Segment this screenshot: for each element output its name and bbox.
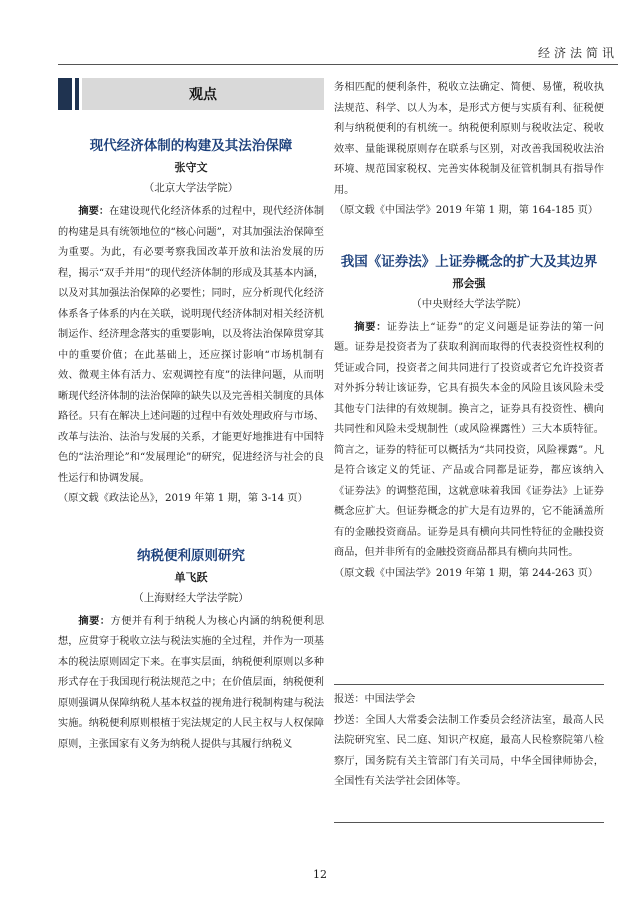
left-column: [58, 78, 324, 755]
abstract-label: 摘要：: [78, 205, 110, 217]
distribution-bottom-rule: [334, 822, 604, 823]
article-2-institution: （上海财经大学法学院）: [133, 591, 249, 604]
article-1-source: （原文载《政法论丛》，2019 年第 1 期，第 3-14 页）: [58, 493, 308, 504]
article-3-abstract: [334, 317, 604, 564]
distribution-block: [334, 690, 604, 793]
article-1-abstract-text: 在建设现代化经济体系的过程中，现代经济体制的构建是具有统领地位的“核心问题”，对其加强法治保障至为重要。为此，有必要考察我国改革开放和法治发展的历程，揭示“双手并用”的现代经济体制的形成及其基本内涵，以及对其加强法治保障的必要性；同时，应分析现代化经济体系各子体系的内在关联，说明现代经济体制对相关经济机制运作、经济理念落实的重要影响，以及将法治保障贯穿其中的重要价值；在此基础上，还应探讨影响“市场机制有效、微观主体有活力、宏观调控有度”的法律问题，从而明晰现代经济体制的法治保障的缺失以及完善相关制度的具体路径。只有在解决上述问题的过程中有效处理政府与市场、改革与法治、法治与发展的关系，才能更好地推进有中国特色的“法治理论”和“发展理论”的研究，促进经济与社会的良性运行和协调发展。: [58, 206, 325, 484]
distribution-top-rule: [334, 684, 604, 685]
article-2: [58, 544, 324, 756]
article-2-continued: [334, 78, 604, 222]
distribution-recipients: 抄送：全国人大常委会法制工作委员会经济法室，最高人民法院研究室、民二庭、知识产权庭，最高人民检察院第八检察厅，国务院有关主管部门有关司局，中华全国律师协会，全国性有关法学社会团体等。: [334, 714, 604, 787]
article-1-title: 现代经济体制的构建及其法治保障: [89, 138, 293, 154]
article-2-abstract-part2: 务相匹配的便利条件，税收立法确定、简便、易懂，税收执法规范、科学、以人为本，是形式方便与实质有利、征税便利与纳税便利的有机统一。纳税便利原则与税收法定、税收效率、量能课税原则存在联系与区别，对改善我国税收法治环境、规范国家税权、完善实体税制及征管机制具有指导作用。: [334, 82, 604, 196]
abstract-label: 摘要：: [78, 614, 111, 627]
section-banner: [58, 78, 324, 110]
article-3-institution: （中央财经大学法学院）: [411, 297, 527, 310]
article-3: [334, 250, 604, 585]
right-column: [334, 78, 604, 584]
distribution-sender: 报送：中国法学会: [334, 694, 416, 705]
header-divider: [58, 64, 618, 65]
article-3-source: （原文载《中国法学》2019 年第 1 期，第 244-263 页）: [334, 567, 599, 579]
article-2-author: 单飞跃: [174, 570, 208, 584]
page-number: 12: [313, 868, 327, 881]
article-2-source: （原文载《中国法学》2019 年第 1 期，第 164-185 页）: [334, 205, 599, 216]
article-2-abstract-text-part1: 方便并有利于纳税人为核心内涵的纳税便利思想，应贯穿于税收立法与税法实施的全过程，并作为一项基本的税法原则固定下来。在事实层面，纳税便利原则以多种形式存在于我国现行税法规范之中；在价值层面，纳税便利原则强调从保障纳税人基本权益的视角进行税制构建与税法实施。纳税便利原则根植于宪法规定的人民主权与人权保障原则，主张国家有义务为纳税人提供与其履行纳税义: [58, 615, 325, 750]
banner-accent-bar: [58, 78, 72, 110]
article-1-author: 张守文: [174, 161, 208, 174]
article-1-abstract: [58, 201, 324, 489]
article-3-title: 我国《证券法》上证券概念的扩大及其边界: [340, 253, 598, 270]
article-1: [58, 134, 324, 510]
section-label: 观点: [82, 78, 324, 110]
article-3-author: 邢会强: [452, 276, 486, 290]
article-1-institution: （北京大学法学院）: [143, 182, 239, 194]
abstract-label: 摘要：: [354, 320, 387, 333]
article-3-abstract-text: 证券法上“证券”的定义问题是证券法的第一问题。证券是投资者为了获取利润而取得的代表投资性权利的凭证或合同，投资者之间共同进行了投资或者它允许投资者对外拆分转让该证券，它具有损失本金的风险且该风险未受其他专门法律的有效规制。换言之，证券具有投资性、横向共同性和风险未受规制性（或风险裸露性）三大本质特征。简言之，证券的特征可以概括为“共同投资，风险裸露”。凡是符合该定义的凭证、产品或合同都是证券，都应该纳入《证券法》的调整范围，这就意味着我国《证券法》上证券概念应扩大。但证券概念的扩大是有边界的，它不能涵盖所有的金融投资商品。证券是具有横向共同性特征的金融投资商品，但并非所有的金融投资商品都具有横向共同性。: [334, 321, 604, 558]
article-2-title: 纳税便利原则研究: [137, 547, 245, 564]
newsletter-title: 经济法简讯: [537, 46, 618, 60]
article-2-abstract-part1: [58, 611, 324, 756]
